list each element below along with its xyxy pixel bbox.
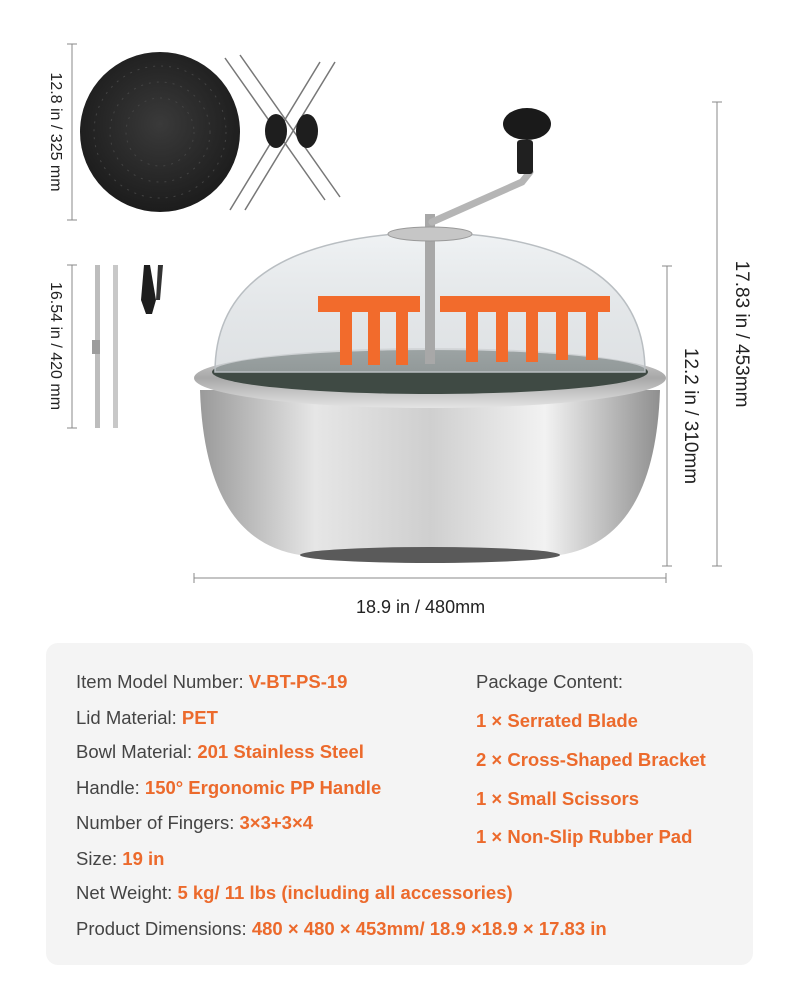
package-item: 2 × Cross-Shaped Bracket (476, 749, 706, 770)
spec-model-number: Item Model Number: V-BT-PS-19 (76, 671, 348, 692)
spec-product-dimensions: Product Dimensions: 480 × 480 × 453mm/ 18.9 ×18.9 × 17.83 in (76, 918, 607, 939)
package-item: 1 × Small Scissors (476, 788, 640, 809)
blade-dimension-line (67, 265, 77, 428)
spec-handle: Handle: 150° Ergonomic PP Handle (76, 777, 382, 798)
small-scissors-icon (141, 265, 163, 314)
total-height-label: 17.83 in / 453mm (731, 260, 752, 408)
pad-dimension-line (67, 44, 77, 220)
blade-length-label: 16.54 in / 420 mm (47, 281, 64, 411)
spec-fingers: Number of Fingers: 3×3+3×4 (76, 812, 314, 833)
width-line (194, 573, 666, 583)
spec-net-weight: Net Weight: 5 kg/ 11 lbs (including all accessories) (76, 882, 513, 903)
package-item: 1 × Serrated Blade (476, 710, 638, 731)
spec-lid-material: Lid Material: PET (76, 707, 218, 728)
pad-diameter-label: 12.8 in / 325 mm (47, 72, 64, 192)
cross-bracket-icon (225, 55, 340, 210)
bowl-height-line (662, 266, 672, 566)
total-height-line (712, 102, 722, 566)
spec-bowl-material: Bowl Material: 201 Stainless Steel (76, 741, 364, 762)
package-item: 1 × Non-Slip Rubber Pad (476, 826, 693, 847)
rubber-pad-icon (80, 52, 240, 212)
spec-size: Size: 19 in (76, 848, 165, 869)
bowl-height-label: 12.2 in / 310mm (680, 347, 701, 485)
serrated-blade-icon (92, 265, 118, 428)
width-label: 18.9 in / 480mm (356, 597, 486, 617)
package-content-title: Package Content: (476, 671, 624, 692)
